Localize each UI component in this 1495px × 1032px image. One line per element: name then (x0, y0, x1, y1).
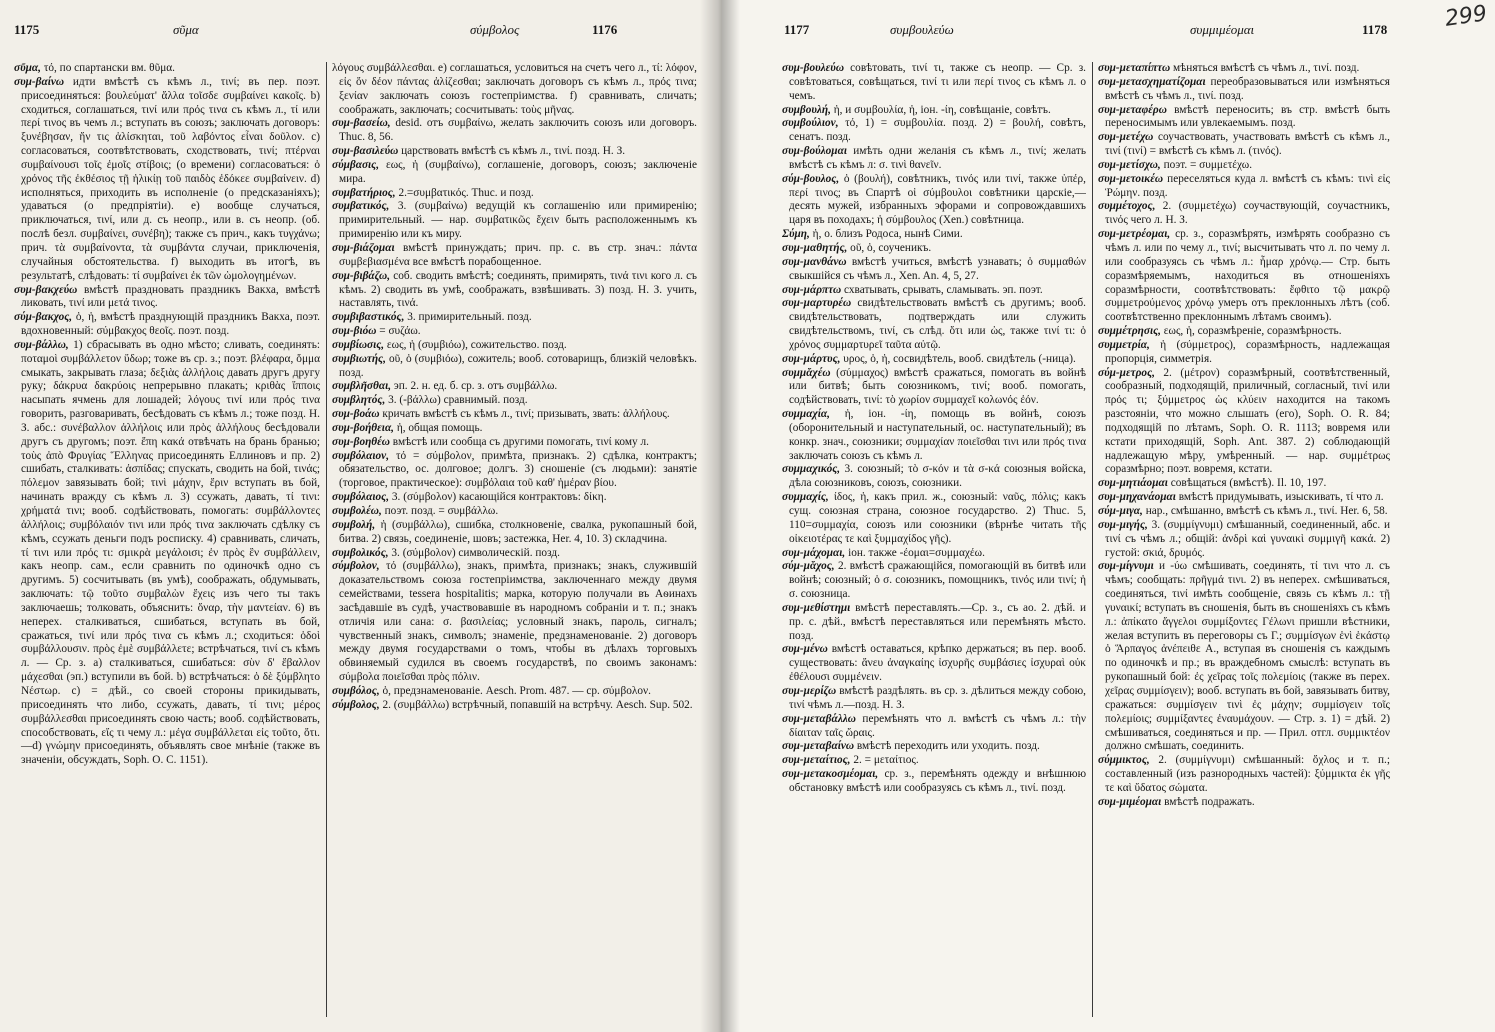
entry-headword: συμ-μαθητής, (782, 241, 848, 254)
dictionary-entry (1098, 228, 1390, 325)
entry-headword: συμ-βακχεύω (14, 283, 78, 296)
dictionary-entry (332, 436, 697, 450)
entry-definition: нар., смѣшанно, вмѣстѣ съ кѣмъ л., τινί. Her. 6, 58. (1145, 505, 1388, 517)
dictionary-entry (332, 547, 697, 561)
dictionary-entry (782, 547, 1086, 561)
column-rule (326, 62, 327, 1017)
entry-headword: συμ-μεταβαίνω (782, 740, 855, 753)
entry-definition: 3. (σύμβολον) символическій. позд. (391, 546, 560, 559)
entry-headword: συμ-βούλομαι (782, 145, 847, 158)
dictionary-column-4 (1098, 62, 1390, 1024)
running-head-left-col: συμβουλεύω (890, 22, 954, 37)
entry-definition: ἡ (σύμμετρος), соразмѣрность, надлежащая пропорція, симметрія. (1105, 338, 1390, 365)
entry-headword: συμ-βουλεύω (782, 62, 844, 74)
dictionary-entry (1098, 104, 1390, 132)
dictionary-entry (782, 713, 1086, 741)
dictionary-entry (332, 325, 697, 339)
dictionary-column-2 (332, 62, 697, 1024)
dictionary-entry (1098, 173, 1390, 201)
dictionary-entry (782, 367, 1086, 409)
dictionary-entry (782, 145, 1086, 173)
dictionary-entry (782, 173, 1086, 228)
entry-definition: и -ύω смѣшивать, соединять, τί τινι что л. съ чѣмъ; сообщать: πρῆγμά τινι. 2) въ неперех. смѣшиваться, соединяться, τινί имѣть сообщеніе, связь съ кѣмъ л.: τῇ γυναικί; вступать въ сношенія, быть въ сношеніяхъ съ кѣмъ л.: ἀπίκατο ἄγγελοι συμμίξοντες Γέλωνι пришли вѣстники, желая вступить въ переговоры съ Г.; συμμίσγων ἑνὶ ἑκάστῳ ὁ Ἅρπαγος ἀνέπειθε А., вступая въ сношенія съ каждымъ по одиночкѣ и пр.; въ враждебномъ смыслѣ: вступать въ рукопашный бой: ἐς χεῖρας τοῖς πολεμίοις (также въ перех. χεῖρας συμμίσγειν); вооб. вступать въ бой, завязывать битву, сражаться: συμμίσγειν τινὶ ἐς μάχην; συμμίσγειν τοῖς πολεμίοις; συμμίξαντες ἐναυμάχουν. — Стр. з. 1) = дѣй. 2) смѣшиваться, соединяться и пр. — Прил. отгл. συμμικτέον должно смѣшать, соединить. (1105, 560, 1390, 753)
entry-definition: 2. (μέτρον) соразмѣрный, соотвѣтственный, сообразный, подходящій, приличный, согласный, τινί или πρός τι; ξύμμετρος ὡς κλύειν находится на такомъ разстояніи, что можно слышать (его), Soph. O. R. 84; подходящій по лѣтамъ, Soph. O. R. 1113; вовремя или кстати приходящій, Soph. Ant. 387. 2) соблюдающій надлежащую мѣру, умѣренный. — нар. συμμέτρως соразмѣрно; поэт. вовремя, кстати. (1105, 366, 1390, 476)
entry-definition: = συζάω. (379, 325, 421, 338)
entry-definition: совѣщаться (вмѣстѣ). Il. 10, 197. (1170, 477, 1327, 490)
entry-headword: συμ-μεταπίπτω (1098, 62, 1171, 74)
entry-definition: ἡ, общая помощь. (396, 421, 483, 434)
entry-headword: συμ-μανθάνω (782, 255, 847, 268)
dictionary-entry (782, 768, 1086, 796)
dictionary-column-3 (782, 62, 1086, 1024)
entry-headword: συμβόλαιον, (332, 449, 390, 462)
entry-definition: οῦ, ὁ (συμβιόω), сожитель; вооб. сотоварищъ, близкій человѣкъ. позд. (339, 352, 697, 379)
entry-headword: συμβιωτής, (332, 352, 386, 365)
dictionary-entry (332, 394, 697, 408)
entry-headword: συμμαχία, (782, 408, 830, 421)
entry-definition: царствовать вмѣстѣ съ кѣмъ л., τινί. позд. Н. З. (401, 145, 626, 158)
dictionary-entry (332, 380, 697, 394)
dictionary-entry (782, 104, 1086, 118)
entry-definition: οῦ, ὁ, соученикъ. (850, 241, 932, 254)
entry-headword: σύμ-μετρος, (1098, 366, 1155, 379)
entry-headword: σύμ-μᾰχος, (782, 560, 835, 573)
dictionary-entry (1098, 62, 1390, 76)
entry-definition: 2. (συμμετέχω) соучаствующій, соучастникъ, τινός чего л. Н. З. (1105, 200, 1390, 227)
dictionary-entry (782, 643, 1086, 685)
dictionary-entry (782, 228, 1086, 242)
entry-definition: ср. з., соразмѣрять, измѣрять сообразно съ чѣмъ л. или по чему л., τινί; высчитывать что л. по чему л. или сообразуясь съ чѣмъ л.: ἦμαρ χρόνῳ.— Стр. быть соразмѣряемымъ, находиться въ отношеніяхъ соразмѣрности, соотвѣтствовать: ἔφθιτο τῷ μακρῷ συμμετρούμενος χρόνῳ умеръ отъ преклонныхъ лѣтъ (соб. соотвѣтственно преклоннымъ лѣтамъ своимъ). (1105, 228, 1390, 324)
dictionary-entry (782, 740, 1086, 754)
entry-headword: συμ-βοάω (332, 408, 380, 421)
entry-headword: συμ-βασιλεύω (332, 145, 399, 158)
entry-headword: συμ-μιγής, (1098, 518, 1148, 531)
entry-definition: τό, 1) = συμβουλία. позд. 2) = βουλή, совѣтъ, сенатъ. позд. (789, 117, 1086, 144)
entry-headword: συμβλῆσθαι, (332, 380, 392, 393)
running-head-left-col: σῦμα (173, 22, 199, 37)
entry-headword: σύμβολος, (332, 698, 380, 711)
dictionary-entry (1098, 477, 1390, 491)
dictionary-entry (782, 685, 1086, 713)
page-number-1178: 1178 (1362, 22, 1388, 37)
entry-definition: 3. (συμβαίνω) ведущій къ соглашенію или примиренію; примирительный. — нар. συμβατικῶς ἔχειν быть расположеннымъ къ примиренію или къ миру. (339, 200, 697, 241)
entry-headword: συμ-μετίσχω, (1098, 158, 1161, 171)
entry-headword: συμβολικός, (332, 546, 389, 559)
entry-definition: мѣняться вмѣстѣ съ чѣмъ л., τινί. позд. (1173, 62, 1360, 74)
dictionary-entry (782, 754, 1086, 768)
dictionary-entry (332, 560, 697, 685)
dictionary-entry (332, 699, 697, 713)
entry-headword: συμβιβαστικός, (332, 311, 405, 324)
entry-definition: эп. 2. н. ед. б. ср. з. отъ συμβάλλω. (393, 380, 558, 393)
entry-definition: ἡ, іон. -ίη, помощь въ войнѣ, союзъ (оборонительный и наступательный, ос. наступательный); въ конкр. знач., союзники; συμμαχίαν ποιεῖσθαι τινι или πρός τινα заключать союзъ съ кѣмъ л. (789, 408, 1086, 462)
running-head-right-col: σύμβολος (470, 22, 520, 37)
entry-definition: кричать вмѣстѣ съ кѣмъ л., τινί; призывать, звать: ἀλλήλους. (382, 408, 670, 421)
dictionary-entry (14, 62, 320, 76)
dictionary-entry (1098, 159, 1390, 173)
entry-headword: συμβουλή, (782, 103, 831, 116)
entry-headword: συμμαχίς, (782, 491, 829, 504)
entry-definition: свидѣтельствовать вмѣстѣ съ другимъ; вооб. свидѣтельствовать, подтверждать или служить свидѣтельствомъ, τινί, съ слѣд. ὅτι или ὡς, также τινί τι: ὁ χρόνος συμμαρτυρεῖ ταῦτα αὐτῷ. (789, 297, 1086, 351)
entry-headword: συμ-μεταβάλλω (782, 712, 856, 725)
page-number-1176: 1176 (592, 22, 618, 37)
entry-definition: соучаствовать, участвовать вмѣстѣ съ кѣмъ л., τινί (τινί) = вмѣстѣ съ кѣмъ л. (τινός). (1105, 131, 1390, 158)
handwritten-page-note: 299 (1443, 1, 1489, 32)
entry-headword: σύμ-βακχος, (14, 311, 73, 324)
entry-definition: τό, по спартански вм. θῦμα. (43, 62, 175, 74)
entry-headword: σύμμικτος, (1098, 754, 1150, 767)
dictionary-entry (1098, 491, 1390, 505)
entry-definition: λόγους συμβάλλεσθαι. e) соглашаться, условиться на счетъ чего л., τί: λόφον, εἰς ὅν δέον πάντας ἁλίζεσθαι; заключать договоръ съ кѣмъ л., πρός τινα; ξενίαν заключать союзъ гостепріимства. f) сравнивать, сличать; соображать, заключать; сосчитывать: τοὺς μῆνας. (332, 62, 697, 116)
dictionary-entry (782, 602, 1086, 644)
entry-headword: σύμ-βουλος, (782, 172, 840, 185)
entry-headword: συμ-μένω (782, 643, 828, 656)
page-number-1177: 1177 (784, 22, 810, 37)
dictionary-entry (332, 450, 697, 492)
entry-definition: υρος, ὁ, ἡ, сосвидѣтель, вооб. свидѣтель (-ница). (843, 352, 1076, 365)
dictionary-entry (782, 242, 1086, 256)
entry-definition: перемѣнять что л. вмѣстѣ съ чѣмъ л.: τὴν δίαιταν ταῖς ὥραις. (789, 712, 1086, 739)
entry-headword: συμ-μιμέομαι (1098, 795, 1162, 808)
dictionary-entry (14, 76, 320, 284)
entry-definition: схватывать, срывать, сламывать. эп. поэт. (844, 283, 1043, 296)
dictionary-entry (332, 311, 697, 325)
dictionary-entry (1098, 505, 1390, 519)
entry-definition: ἡ, и συμβουλία, ἡ, іон. -ίη, совѣщаніе, совѣтъ. (833, 103, 1051, 116)
entry-headword: συμ-μεταίτιος, (782, 754, 851, 767)
entry-definition: 2. вмѣстѣ сражающійся, помогающій въ битвѣ или войнѣ; союзный; ὁ σ. союзникъ, помощникъ, τινός или τινί; ἡ σ. союзница. (789, 560, 1086, 601)
dictionary-entry (782, 297, 1086, 352)
entry-headword: συμβατήριος, (332, 186, 396, 199)
dictionary-entry (1098, 131, 1390, 159)
dictionary-entry (332, 422, 697, 436)
entry-definition: εως, ἡ (συμβαίνω), соглашеніе, договоръ, союзъ; заключеніе мира. (339, 158, 697, 185)
dictionary-entry (332, 200, 697, 242)
entry-definition: вмѣстѣ учиться, вмѣстѣ узнавать; ὁ συμμαθών свыкшійся съ чѣмъ л., Xen. An. 4, 5, 27. (789, 255, 1086, 282)
dictionary-entry (332, 685, 697, 699)
entry-headword: συμμετρία, (1098, 338, 1150, 351)
entry-definition: переселяться куда л. вмѣстѣ съ кѣмъ: τινὶ εἰς Ῥώμην. позд. (1105, 172, 1390, 199)
entry-headword: συμμαχικός, (782, 463, 841, 476)
entry-headword: συμ-βιόω (332, 325, 377, 338)
entry-definition: (σύμμαχος) вмѣстѣ сражаться, помогать въ войнѣ или битвѣ; быть союзникомъ, τινί; вооб. помогать, содѣйствовать, τινί: τὸ χωρίον συμμαχεῖ κολωνός ἐόν. (789, 366, 1086, 407)
entry-definition: іон. также -έομαι=συμμαχέω. (848, 546, 985, 559)
dictionary-entry (1098, 367, 1390, 478)
entry-definition: вмѣстѣ или сообща съ другими помогать, τινί кому л. (392, 435, 649, 448)
entry-headword: συμβλητός, (332, 394, 386, 407)
entry-definition: вмѣстѣ переносить; въ стр. вмѣстѣ быть переносимымъ или увлекаемымъ. позд. (1105, 103, 1390, 130)
entry-headword: συμβατικός, (332, 200, 390, 213)
dictionary-entry (332, 242, 697, 270)
entry-headword: συμ-μερίζω (782, 684, 837, 697)
entry-definition: ἡ, о. близъ Родоса, нынѣ Сими. (812, 228, 963, 241)
entry-headword: συμ-μετοικέω (1098, 172, 1164, 185)
dictionary-entry (1098, 325, 1390, 339)
entry-headword: συμ-βοηθέω (332, 435, 390, 448)
entry-headword: συμ-μηχανάομαι (1098, 491, 1176, 504)
dictionary-entry (14, 311, 320, 339)
entry-headword: συμ-βαίνω (14, 75, 65, 88)
entry-headword: συμβόλος, (332, 684, 380, 697)
entry-headword: συμ-βασείω, (332, 117, 391, 130)
entry-headword: συμβολέω, (332, 505, 382, 517)
entry-headword: συμ-μεθίστημι (782, 601, 851, 614)
entry-definition: поэт. позд. = συμβάλλω. (384, 505, 499, 517)
entry-definition: ὁ, предзнаменованіе. Aesch. Prom. 487. — ср. σύμβολον. (382, 684, 651, 697)
dictionary-entry (1098, 200, 1390, 228)
dictionary-entry (782, 560, 1086, 602)
entry-definition: ἡ (συμβάλλω), сшибка, столкновеніе, свалка, рукопашный бой, битва. 2) связь, соединеніе, шовъ; застежка, Her. 4, 10. 3) складчина. (339, 518, 697, 545)
entry-headword: συμβόλαιος, (332, 491, 390, 504)
entry-headword: σῦμα, (14, 62, 41, 74)
entry-definition: ίδος, ἡ, какъ прил. ж., союзный: ναῦς, πόλις; какъ сущ. союзная страна, союзное государство. 2) Thuc. 5, 110=συμμαχία, союзъ или союзники (вѣрнѣе читать τῆς οἰκειοτέρας τε καὶ ξυμμαχίδος γῆς). (789, 491, 1086, 545)
entry-definition: εως, ἡ (συμβιόω), сожительство. позд. (386, 338, 567, 351)
entry-headword: συμβολή, (332, 518, 376, 531)
entry-headword: συμ-μετρέομαι, (1098, 228, 1171, 241)
entry-headword: συμ-μετακοσμέομαι, (782, 768, 879, 781)
entry-definition: поэт. = συμμετέχω. (1163, 158, 1253, 171)
dictionary-entry (782, 408, 1086, 463)
dictionary-entry (1098, 796, 1390, 810)
entry-headword: συμ-βοήθεια, (332, 421, 395, 434)
entry-definition: 3. (-βάλλω) сравнимый. позд. (388, 394, 528, 407)
dictionary-entry (14, 339, 320, 768)
entry-definition: 3. (συμμίγνυμι) смѣшанный, соединенный, абс. и τινί съ чѣмъ л.; общій: ἀνδρὶ καὶ γυναικὶ συμμιγῆ κακά. 2) густой: σκιά, δρυμός. (1105, 518, 1390, 559)
entry-definition: 2. = μεταίτιος. (853, 754, 919, 767)
entry-headword: συμβούλιον, (782, 117, 839, 130)
entry-definition: переобразовываться или измѣняться вмѣстѣ съ чѣмъ л., τινί. позд. (1105, 75, 1390, 102)
dictionary-entry (782, 491, 1086, 546)
entry-headword: συμ-μαρτυρέω (782, 297, 852, 310)
entry-definition: εως, ἡ, соразмѣреніе, соразмѣрность. (1163, 325, 1342, 338)
entry-headword: Σύμη, (782, 228, 810, 241)
dictionary-entry (782, 463, 1086, 491)
dictionary-entry (782, 353, 1086, 367)
right-page (722, 0, 1495, 1032)
dictionary-entry (1098, 754, 1390, 796)
running-head-right-col: συμμιμέομαι (1190, 22, 1255, 37)
entry-definition: вмѣстѣ переставлять.—Ср. з., съ ао. 2. дѣй. и пр. с. дѣй., вмѣстѣ переставляться или перемѣнять мѣсто. позд. (789, 601, 1086, 642)
entry-definition: 1) сбрасывать въ одно мѣсто; сливать, соединять: ποταμοὶ συμβάλλετον ὕδωρ; тоже въ ср. з.; поэт. βλέφαρα, ὄμμα смыкать, закрывать глаза; δεξιὰς ἀλλήλοις давать другъ другу руку; δάκρυα δακρύοις непрерывно плакать; κριθὰς ἵπποις насыпать ячмень для лошадей; λόγους τινί или πρός τινα говорить, разговаривать, бесѣдовать съ кѣмъ л.; тоже позд. Н. З. абс.: συνέβαλλον ἀλλήλοις или πρὸς ἀλλήλους бесѣдовали другъ съ другомъ; поэт. ἔπη κακά отвѣчать на брань бранью; τοὺς ἀπὸ Φρυγίας Ἕλληνας присоединять Еллиновъ и пр. 2) сшибать, сталкивать: ἀσπίδας; спускать, сводить на бой, τινάς; πόλεμον завязывать бой; τινὶ μάχην, ἔριν вступать въ бой, начинать вражду съ кѣмъ л. 3) ссужать, давать, τί τινι: χρήματά τινι; вооб. содѣйствовать, помогать: συμβάλλοντες ἀλλήλοις; συμβόλαιόν τινι или πρός τινα заключать сдѣлку съ кѣмъ, ссужать деньги подъ росписку. 4) сравнивать, сличать, τί τινι или πρός τι: σμικρὰ μεγάλοισι; ἐν πρὸς ἓν συμβάλλειν, какъ неопр. сам., если сравнить по одиночкѣ одно съ другимъ. 5) сосчитывать (въ умѣ), соображать, обдумывать, заключать: τῷ τοῦτο συμβαλὼν ἔχεις изъ чего ты такъ заключаешь; толковать, объяснить: ὄναρ, τὴν μαντείαν. 6) въ неперех. сталкиваться, сшибаться, вступать въ бой, сражаться, τινί или πρός τινα съ кѣмъ л.; сходиться: ὁδοὶ συμβάλλουσιν. πρὸς ἐμὲ συμβάλλετε; встрѣчаться, τινί съ кѣмъ л. — Ср. з. а) сталкиваться, сшибаться: σὺν δ' ἔβαλλον μάχεσθαι (эп.) вступили въ бой. b) встрѣчаться: ὁ δὲ ξύμβλητο Νέστωρ. c) = дѣй., со своей стороны прикидывать, присоединять что либо, ссужать, давать, τί τινι; μέρος συμβάλλεσθαι присоединять свою часть; вооб. содѣйствовать, способствовать, εἴς τι чему л.: μέγα συμβάλλεται εἰς τοῦτο, ὅτι.—d) γνώμην присоединять, объявлять свое мнѣніе (также въ значеніи, обсуждать, Soph. O. C. 1151). (21, 338, 320, 767)
entry-headword: συμ-μάρπτω (782, 283, 842, 296)
entry-definition: вмѣстѣ раздѣлять. въ ср. з. дѣлиться между собою, τινί чѣмъ л.—позд. Н. З. (789, 684, 1086, 711)
dictionary-entry (782, 117, 1086, 145)
entry-headword: σύμβολον, (332, 560, 380, 573)
dictionary-entry (782, 256, 1086, 284)
entry-definition: идти вмѣстѣ съ кѣмъ л., τινί; въ пер. поэт. присоединяться: βουλεύματ' ἄλλα τοῖσδε συμβαίνει κακοῖς. b) сходиться, соглашаться, τινί или πρός τινα съ кѣмъ л., τί или περί τινος въ чемъ л.; вступать въ союзъ; заключать договоръ: ξυνέβησαν, ἥν τις ἁλίσκηται, τοῦ λαβόντος εἶναι δοῦλον. c) согласоваться, соотвѣтствовать, сходствовать, τινί; πτέρναι συμβαίνουσι τοῖς ἐμοῖς στίβοις; (о времени) согласоваться: ὁ χρόνος τῆς ἐκθέσιος τῇ ἡλικίῃ τοῦ παιδὸς ἐδόκεε συμβαίνειν. d) исполняться, приходить въ исполненіе (о предсказаніяхъ); удаваться (о предпріятіи). e) вообще случаться, приключаться, τινί, или д. съ неопр., или в. съ неопр. (об. послѣ безл. συμβαίνει, συνέβη); также съ прич., какъ τυγχάνω; прич. τὰ συμβαίνοντα, τὰ συμβάντα случаи, приключенія, случайныя обстоятельства. f) выходить въ итогѣ, въ результатѣ, слѣдовать: τί συμβαίνει ἐκ τῶν ὡμολογημένων. (21, 75, 320, 282)
dictionary-entry (1098, 76, 1390, 104)
entry-definition: вмѣстѣ придумывать, изыскивать, τί что л. (1178, 491, 1384, 504)
entry-definition: вмѣстѣ переходить или уходить. позд. (856, 740, 1040, 753)
dictionary-entry (332, 145, 697, 159)
dictionary-column-1 (14, 62, 320, 1024)
entry-definition: ср. з., перемѣнять одежду и внѣшнюю обстановку вмѣстѣ или сообразуясь съ кѣмъ л., τινί. позд. (789, 768, 1086, 794)
entry-headword: συμ-βάλλω, (14, 338, 69, 351)
dictionary-entry (332, 505, 697, 519)
entry-headword: συμ-μάχομαι, (782, 546, 846, 559)
dictionary-entry (332, 491, 697, 505)
dictionary-entry (332, 408, 697, 422)
dictionary-entry (332, 62, 697, 117)
entry-definition: desid. отъ συμβαίνω, желать заключить союзъ или договоръ. Thuc. 8, 56. (339, 117, 697, 144)
entry-definition: вмѣстѣ оставаться, крѣпко держаться; въ пер. вооб. существовать: ἄνευ ἀναγκαίης ἰσχυρῆς συμβάσιες ἰσχυραὶ οὐκ ἐθέλουσι συμμένειν. (789, 643, 1086, 684)
entry-headword: συμμέτοχος, (1098, 200, 1156, 213)
dictionary-entry (332, 353, 697, 381)
entry-definition: 2.=συμβατικός. Thuc. и позд. (398, 186, 534, 199)
entry-definition: 2. (συμβάλλω) встрѣчный, попавшій на встрѣчу. Aesch. Sup. 502. (382, 698, 693, 711)
entry-headword: συμ-μεταφέρω (1098, 103, 1167, 116)
entry-definition: вмѣстѣ принуждать; прич. пр. с. въ стр. знач.: πάντα συμβεβιασμένα все вмѣстѣ порабощенное. (339, 241, 697, 268)
entry-headword: σύμβασις, (332, 158, 380, 171)
entry-definition: соб. сводить вмѣстѣ; соединять, примирять, τινά τινι кого л. съ кѣмъ. 2) сводить въ умѣ, соображать, взвѣшивать. 3) позд. Н. З. учить, наставлять, τινά. (339, 269, 697, 310)
dictionary-entry (332, 339, 697, 353)
dictionary-entry (782, 284, 1086, 298)
entry-definition: τό (συμβάλλω), знакъ, примѣта, признакъ; знакъ, служившій доказательствомъ союза гостепріимства, заключеннаго между двумя семействами, tessera hospitalitis; марка, которую получали въ Аѳинахъ засѣдавшіе въ судѣ, участвовавшіе въ народномъ собраніи и т. п.; знакъ отличія или сана: σ. βασιλείας; условный знакъ, пароль, сигналъ; чувственный знакъ, символъ; знаменіе, предзнаменованіе. 2) договоръ между двумя государствами о томъ, чтобы въ дѣлахъ торговыхъ обвиняемый судился въ своемъ государствѣ, по своимъ законамъ: σύμβολα ποιεῖσθαι πρὸς πόλιν. (339, 560, 697, 684)
entry-definition: 3. союзный; τὸ σ-κόν и τὰ σ-κά союзныя войска, дѣла союзниковъ, союзъ, союзники. (789, 463, 1086, 490)
entry-definition: 3. примирительный. позд. (407, 311, 532, 324)
entry-headword: συμβίωσις, (332, 338, 385, 351)
entry-definition: 3. (σύμβολον) касающійся контрактовъ: δίκη. (391, 491, 607, 504)
dictionary-entry (332, 519, 697, 547)
entry-definition: τό = σύμβολον, примѣта, признакъ. 2) сдѣлка, контрактъ; обязательство, ос. долговое; долгъ. 3) сношеніе (съ людьми): занятіе (торговое, практическое): συμβόλαια τοῦ καθ' ἡμέραν βίου. (339, 449, 697, 490)
entry-definition: совѣтовать, τινί τι, также съ неопр. — Ср. з. совѣтоваться, совѣщаться, τινί τι или περί τινος съ кѣмъ л. о чемъ. (789, 62, 1086, 102)
entry-headword: συμ-μάρτυς, (782, 352, 841, 365)
dictionary-entry (332, 117, 697, 145)
entry-definition: 2. (συμμίγνυμι) смѣшанный: ὄχλος и т. п.; составленный (изъ разнородныхъ частей): ξύμμικτα ἐκ γῆς τε καὶ ὕδατος σώματα. (1105, 754, 1390, 794)
dictionary-entry (332, 187, 697, 201)
entry-headword: σύμ-μιγα, (1098, 505, 1143, 517)
entry-headword: συμ-μητιάομαι (1098, 477, 1168, 490)
entry-headword: συμ-μετασχηματίζομαι (1098, 75, 1206, 88)
entry-definition: имѣть одни желанія съ кѣмъ л., τινί; желать вмѣстѣ съ кѣмъ л: σ. τινὶ θανεῖν. (789, 145, 1086, 171)
dictionary-entry (1098, 560, 1390, 754)
column-rule (1092, 62, 1093, 1017)
dictionary-entry (14, 284, 320, 312)
entry-headword: συμ-μετέχω (1098, 131, 1154, 144)
dictionary-entry (782, 62, 1086, 104)
dictionary-entry (1098, 339, 1390, 367)
dictionary-entry (332, 159, 697, 187)
entry-definition: вмѣстѣ праздновать праздникъ Вакха, вмѣстѣ ликовать, τινί или μετά τινος. (21, 283, 320, 310)
page-number-1175: 1175 (14, 22, 40, 37)
entry-headword: συμμέτρησις, (1098, 325, 1161, 338)
entry-headword: συμ-μίγνυμι (1098, 560, 1154, 573)
entry-definition: вмѣстѣ подражать. (1164, 795, 1255, 808)
entry-headword: συμμᾰχέω (782, 366, 831, 379)
entry-headword: συμ-βιάζομαι (332, 241, 395, 254)
entry-definition: ὁ, ἡ, вмѣстѣ празднующій праздникъ Вакха, поэт. вдохновенный: σύμβακχος θεοῖς. поэт. позд. (21, 311, 320, 338)
entry-headword: συμ-βιβάζω, (332, 269, 391, 282)
dictionary-entry (1098, 519, 1390, 561)
left-page (0, 0, 722, 1032)
entry-definition: ὁ (βουλή), совѣтникъ, τινός или τινί, также ὑπέρ, περί τινος; въ Спартѣ οἱ σύμβουλοι совѣтники царскіе,—десять мужей, избранныхъ эфорами и сопровождавшихъ царя въ походахъ; ἡ σύμβουλος (Xen.) совѣтница. (789, 172, 1086, 227)
dictionary-entry (332, 270, 697, 312)
